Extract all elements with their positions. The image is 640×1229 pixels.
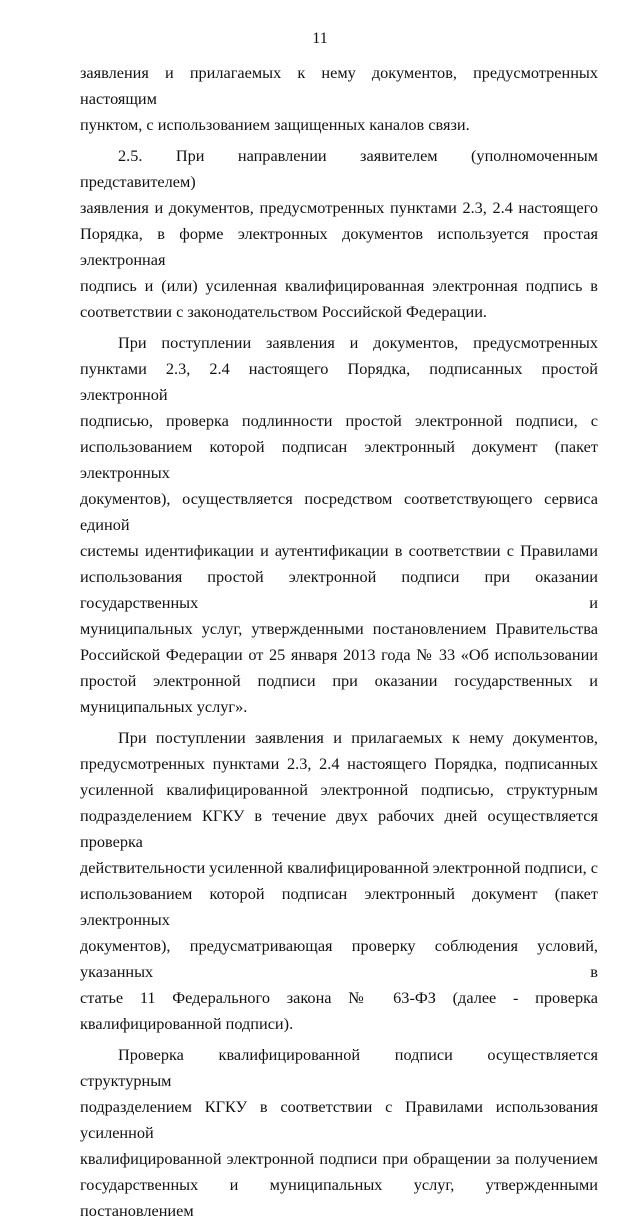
text-line: подразделением КГКУ в течение двух рабочих дней осуществляется проверка [80, 806, 598, 851]
text-line: предусмотренных пунктами 2.3, 2.4 настоящего Порядка, подписанных [80, 754, 598, 773]
text-line: использованием которой подписан электронный документ (пакет электронных [80, 437, 598, 482]
text-line: муниципальных услуг». [80, 697, 248, 716]
paragraph [80, 1042, 598, 1224]
text-line: Российской Федерации от 25 января 2013 года № 33 «Об использовании [80, 645, 598, 664]
text-line: Проверка квалифицированной подписи осуществляется структурным [80, 1045, 598, 1090]
text-line: действительности усиленной квалифицированной электронной подписи, с [80, 858, 598, 877]
document-body [80, 60, 598, 1229]
text-line: квалифицированной подписи). [80, 1014, 294, 1033]
paragraph [80, 330, 598, 720]
text-line: подразделением КГКУ в соответствии с Правилами использования усиленной [80, 1097, 598, 1142]
text-line: статье 11 Федерального закона № 63-ФЗ (далее - проверка [80, 988, 598, 1007]
text-line: подпись и (или) усиленная квалифицированная электронная подпись в [80, 276, 598, 295]
text-line: заявления и прилагаемых к нему документов, предусмотренных настоящим [80, 63, 598, 108]
text-line: подписью, проверка подлинности простой электронной подписи, с [80, 411, 598, 430]
text-line: пунктами 2.3, 2.4 настоящего Порядка, подписанных простой электронной [80, 359, 598, 404]
page-number: 11 [312, 30, 328, 47]
text-line: При поступлении заявления и прилагаемых к нему документов, [118, 728, 598, 747]
paragraph [80, 60, 598, 138]
text-line: соответствии с законодательством Российской Федерации. [80, 302, 487, 321]
text-line: документов), предусматривающая проверку соблюдения условий, указанных в [80, 936, 598, 981]
text-line: 2.5. При направлении заявителем (уполномоченным представителем) [80, 146, 598, 191]
paragraph [80, 143, 598, 325]
text-line: системы идентификации и аутентификации в соответствии с Правилами [80, 541, 598, 560]
text-line: Порядка, в форме электронных документов используется простая электронная [80, 224, 598, 269]
text-line: квалифицированной электронной подписи при обращении за получением [80, 1149, 598, 1168]
text-line: использованием которой подписан электронный документ (пакет электронных [80, 884, 598, 929]
text-line: При поступлении заявления и документов, предусмотренных [118, 333, 598, 352]
text-line: использования простой электронной подписи при оказании государственных и [80, 567, 598, 612]
text-line: усиленной квалифицированной электронной подписью, структурным [80, 780, 598, 799]
text-line: пунктом, с использованием защищенных каналов связи. [80, 115, 470, 134]
text-line: муниципальных услуг, утвержденными постановлением Правительства [80, 619, 598, 638]
text-line: заявления и документов, предусмотренных пунктами 2.3, 2.4 настоящего [80, 198, 598, 217]
text-line: простой электронной подписи при оказании государственных и [80, 671, 598, 690]
paragraph [80, 725, 598, 1037]
text-line: государственных и муниципальных услуг, утвержденными постановлением [80, 1175, 598, 1220]
text-line: документов), осуществляется посредством соответствующего сервиса единой [80, 489, 598, 534]
